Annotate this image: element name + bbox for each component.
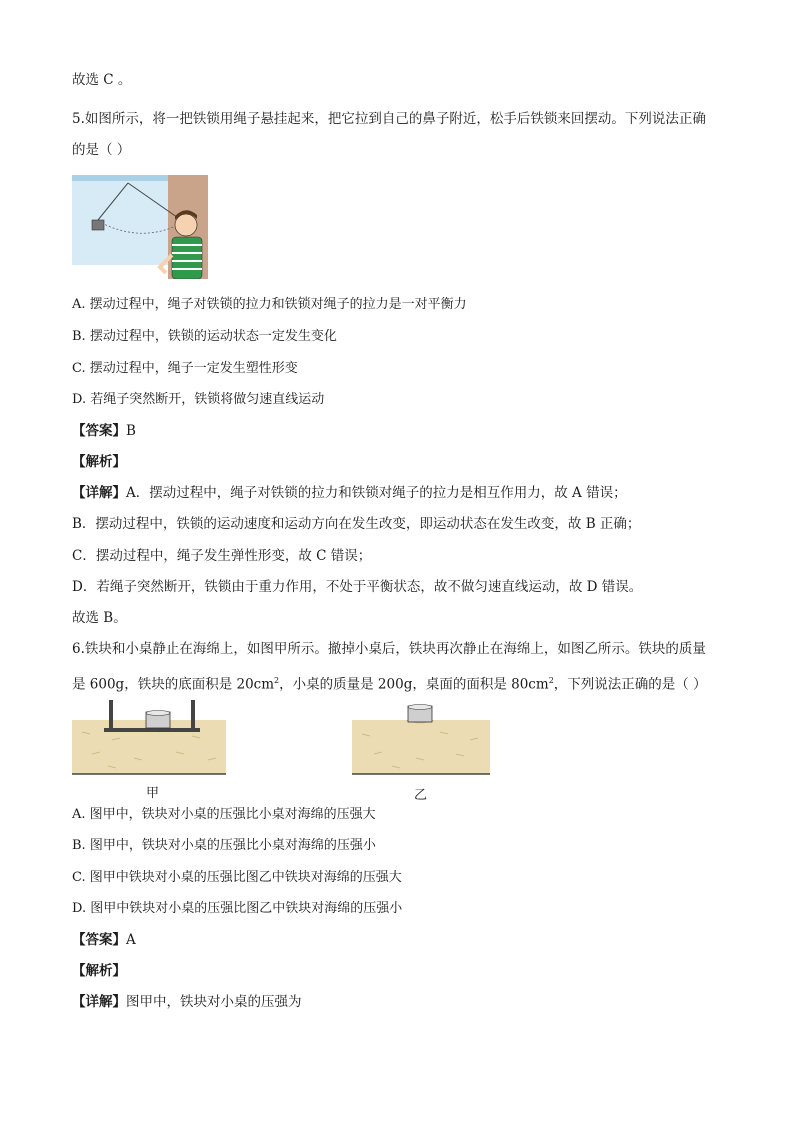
option-6b: B. 图甲中，铁块对小桌的压强比小桌对海绵的压强小 — [72, 838, 376, 853]
answer-tag: 【答案】 — [72, 932, 126, 948]
detail-5a — [72, 484, 627, 502]
detail-5c: C．摆动过程中，绳子发生弹性形变，故 C 错误； — [72, 548, 372, 564]
detail-6 — [72, 993, 302, 1011]
superscript: 2 — [548, 676, 554, 685]
analysis-tag-6: 【解析】 — [72, 963, 126, 979]
option-6a: A. 图甲中，铁块对小桌的压强比小桌对海绵的压强大 — [72, 807, 376, 822]
answer-6 — [72, 931, 136, 949]
option-5b: B. 摆动过程中，铁锁的运动状态一定发生变化 — [72, 329, 337, 344]
detail-5d: D．若绳子突然断开，铁锁由于重力作用，不处于平衡状态，故不做匀速直线运动，故 D 错误。 — [72, 579, 643, 595]
option-6c: C. 图甲中铁块对小桌的压强比图乙中铁块对海绵的压强大 — [72, 870, 402, 885]
detail-text: A．摆动过程中，绳子对铁锁的拉力和铁锁对绳子的拉力是相互作用力，故 A 错误； — [126, 485, 627, 501]
stem-part: ，下列说法正确的是（ ） — [553, 676, 707, 693]
question-5-stem-cont: 的是（ ） — [72, 142, 131, 158]
option-6d: D. 图甲中铁块对小桌的压强比图乙中铁块对海绵的压强小 — [72, 901, 403, 916]
superscript: 2 — [274, 676, 280, 685]
figure-jia-table-on-sponge — [72, 696, 226, 778]
caption-yi: 乙 — [414, 788, 428, 803]
text-line: 故选 C 。 — [72, 72, 132, 88]
option-5c: C. 摆动过程中，绳子一定发生塑性形变 — [72, 361, 298, 376]
option-5a: A. 摆动过程中，绳子对铁锁的拉力和铁锁对绳子的拉力是一对平衡力 — [72, 297, 467, 312]
pendulum-lock-figure — [72, 175, 208, 279]
answer-value: B — [126, 423, 136, 439]
option-5d: D. 若绳子突然断开，铁锁将做匀速直线运动 — [72, 392, 325, 407]
stem-part: ，小桌的质量是 200g，桌面的面积是 80cm — [279, 676, 549, 693]
question-6-stem: 6.铁块和小桌静止在海绵上，如图甲所示。撤掉小桌后，铁块再次静止在海绵上，如图乙所示。铁块的质量 — [72, 641, 706, 657]
question-6-stem-cont — [72, 672, 707, 694]
detail-text: 图甲中，铁块对小桌的压强为 — [126, 994, 302, 1010]
stem-part: 是 600g，铁块的底面积是 20cm — [72, 676, 275, 693]
question-5-stem: 5.如图所示，将一把铁锁用绳子悬挂起来，把它拉到自己的鼻子附近，松手后铁锁来回摆动。下列说法正确 — [72, 111, 706, 127]
analysis-tag-5: 【解析】 — [72, 454, 126, 470]
detail-5b: B．摆动过程中，铁锁的运动速度和运动方向在发生改变，即运动状态在发生改变，故 B 正确； — [72, 516, 641, 532]
answer-value: A — [126, 932, 136, 948]
detail-tag: 【详解】 — [72, 994, 126, 1010]
answer-tag: 【答案】 — [72, 423, 126, 439]
conclusion-5: 故选 B。 — [72, 610, 127, 626]
detail-tag: 【详解】 — [72, 485, 126, 501]
figure-yi-block-on-sponge — [352, 696, 490, 778]
caption-jia: 甲 — [146, 786, 160, 801]
answer-5 — [72, 422, 136, 440]
